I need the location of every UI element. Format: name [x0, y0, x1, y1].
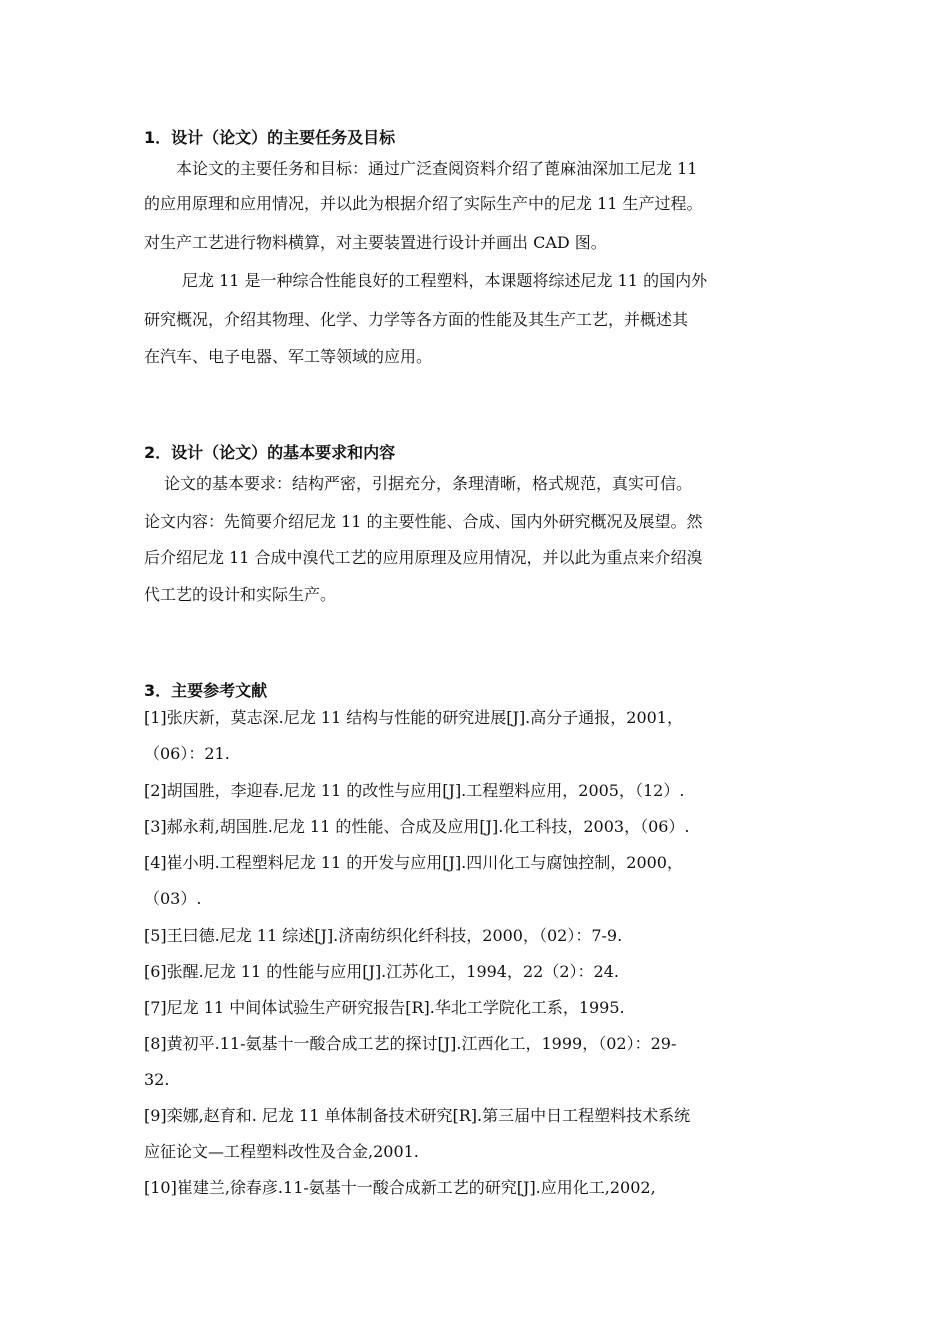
reference-line: [7]尼龙 11 中间体试验生产研究报告[R].华北工学院化工系，1995. — [144, 998, 625, 1017]
reference-line: [4]崔小明.工程塑料尼龙 11 的开发与应用[J].四川化工与腐蚀控制，2000， — [144, 853, 683, 872]
section-2-line: 论文的基本要求：结构严密，引据充分，条理清晰，格式规范，真实可信。 — [164, 474, 693, 493]
section-3-heading: 3．主要参考文献 — [144, 681, 268, 700]
section-1-line: 对生产工艺进行物料横算，对主要装置进行设计并画出 CAD 图。 — [144, 233, 607, 252]
section-1-heading: 1．设计（论文）的主要任务及目标 — [144, 128, 396, 147]
section-1-line: 的应用原理和应用情况，并以此为根据介绍了实际生产中的尼龙 11 生产过程。 — [144, 194, 703, 213]
reference-line: （06）：21. — [144, 744, 230, 763]
section-1-line: 研究概况，介绍其物理、化学、力学等各方面的性能及其生产工艺，并概述其 — [144, 310, 689, 329]
reference-line: [6]张醒.尼龙 11 的性能与应用[J].江苏化工，1994，22（2）：24. — [144, 962, 619, 981]
reference-line: [5]王曰德.尼龙 11 综述[J].济南纺织化纤科技，2000，（02）：7-9. — [144, 926, 623, 945]
reference-line: 32. — [144, 1070, 170, 1089]
reference-line: [10]崔建兰,徐春彦.11-氨基十一酸合成新工艺的研究[J].应用化工,2002, — [144, 1178, 656, 1197]
section-2-line: 后介绍尼龙 11 合成中溴代工艺的应用原理及应用情况，并以此为重点来介绍溴 — [144, 548, 703, 567]
reference-line: [1]张庆新，莫志深.尼龙 11 结构与性能的研究进展[J].高分子通报，2001， — [144, 708, 683, 727]
reference-line: （03）. — [144, 889, 202, 908]
section-2-heading: 2．设计（论文）的基本要求和内容 — [144, 443, 396, 462]
reference-line: [9]栾娜,赵育和. 尼龙 11 单体制备技术研究[R].第三届中日工程塑料技术系统 — [144, 1106, 691, 1125]
section-1-line: 在汽车、电子电器、军工等领域的应用。 — [144, 347, 433, 366]
section-2-line: 代工艺的设计和实际生产。 — [144, 585, 337, 604]
section-1-line: 尼龙 11 是一种综合性能良好的工程塑料，本课题将综述尼龙 11 的国内外 — [182, 271, 708, 290]
section-2-line: 论文内容：先简要介绍尼龙 11 的主要性能、合成、国内外研究概况及展望。然 — [144, 512, 703, 531]
reference-line: 应征论文—工程塑料改性及合金,2001. — [144, 1142, 419, 1161]
reference-line: [2]胡国胜，李迎春.尼龙 11 的改性与应用[J].工程塑料应用，2005，（12）. — [144, 781, 685, 800]
reference-line: [3]郝永莉,胡国胜.尼龙 11 的性能、合成及应用[J].化工科技，2003，（06）. — [144, 817, 690, 836]
section-1-line: 本论文的主要任务和目标：通过广泛查阅资料介绍了蓖麻油深加工尼龙 11 — [176, 159, 698, 178]
reference-line: [8]黄初平.11-氨基十一酸合成工艺的探讨[J].江西化工，1999，（02）：29- — [144, 1034, 677, 1053]
